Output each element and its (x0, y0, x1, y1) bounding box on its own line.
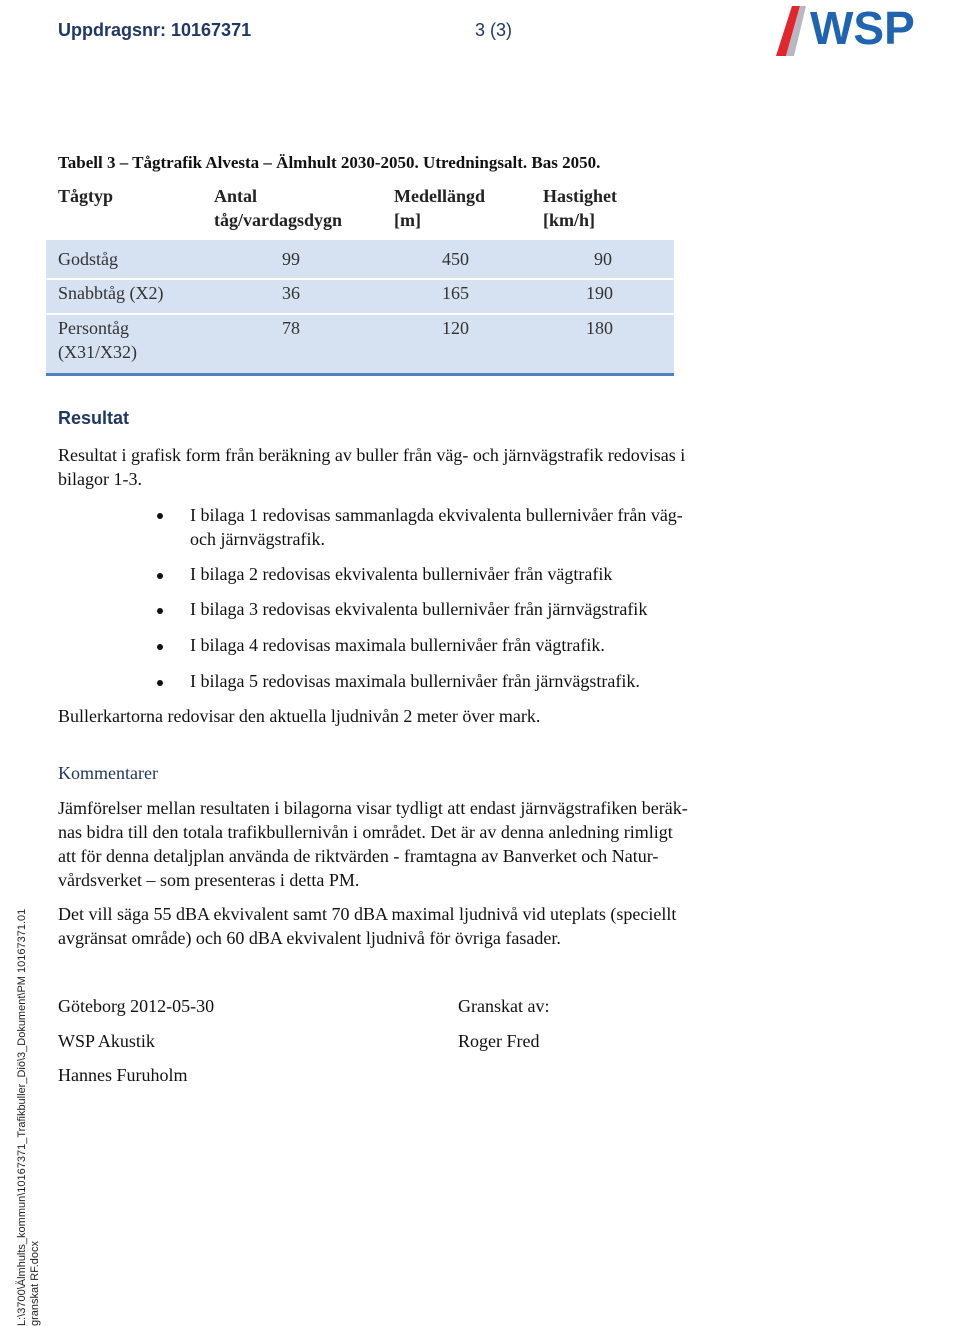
place-date: Göteborg 2012-05-30 (58, 996, 215, 1016)
cell-length: 165 (442, 283, 469, 303)
cell-type: Godståg (58, 249, 118, 269)
results-heading: Resultat (58, 408, 130, 428)
reviewer: Roger Fred (458, 1031, 540, 1051)
cell-speed: 190 (586, 283, 613, 303)
cell-count: 99 (282, 249, 300, 269)
bullet-item: I bilaga 1 redovisas sammanlagda ekvivalenta bullernivåer från väg- och järnvägstrafik. (190, 505, 683, 549)
logo-text: WSP (810, 2, 915, 54)
bullet-dot (157, 680, 163, 686)
cell-speed: 180 (586, 318, 613, 338)
bullet-item: I bilaga 2 redovisas ekvivalenta bullernivåer från vägtrafik (190, 564, 613, 584)
cell-count: 36 (282, 283, 300, 303)
author: Hannes Furuholm (58, 1065, 188, 1085)
file-path-sidebar: L:\3700\Älmhults_kommun\10167371_Trafikbuller_Diö\3_Dokument\PM 10167371.01 granskat RF.docx (16, 908, 41, 1326)
comments-paragraph-2: Det vill säga 55 dBA ekvivalent samt 70 dBA maximal ljudnivå vid uteplats (speciellt avgränsat område) och 60 dBA ekvivalent ljudnivå för övriga fasader. (58, 904, 677, 948)
cell-count: 78 (282, 318, 300, 338)
comments-heading: Kommentarer (58, 763, 158, 783)
page-number: 3 (3) (475, 20, 513, 40)
col-header-count: Antal tåg/vardagsdygn (214, 186, 343, 230)
bullet-item: I bilaga 3 redovisas ekvivalenta bullernivåer från järnvägstrafik (190, 599, 648, 619)
wsp-logo (772, 0, 960, 60)
bullet-dot (157, 513, 163, 519)
reviewed-label: Granskat av: (458, 996, 550, 1016)
row-divider (46, 278, 674, 280)
bullet-dot (157, 608, 163, 614)
cell-type: Persontåg (X31/X32) (58, 318, 137, 362)
comments-paragraph-1: Jämförelser mellan resultaten i bilagorna visar tydligt att endast järnvägstrafiken beräk- nas bidra till den totala trafikbullernivån i området. Det är av denna anledning rimligt att för denna detaljplan använda de riktvärden - framtagna av Banverket och Natur- vårdsverket – som presenteras i detta PM. (58, 798, 688, 890)
col-header-speed: Hastighet [km/h] (543, 186, 617, 230)
bullet-dot (157, 573, 163, 579)
bullet-dot (157, 644, 163, 650)
bullet-item: I bilaga 4 redovisas maximala bullernivåer från vägtrafik. (190, 635, 605, 655)
assignment-number: Uppdragsnr: 10167371 (58, 20, 252, 40)
table-caption: Tabell 3 – Tågtrafik Alvesta – Älmhult 2030-2050. Utredningsalt. Bas 2050. (58, 153, 601, 172)
table-header (46, 184, 674, 240)
cell-length: 450 (442, 249, 469, 269)
cell-type: Snabbtåg (X2) (58, 283, 164, 303)
results-intro: Resultat i grafisk form från beräkning av buller från väg- och järnvägstrafik redovisas i bilagor 1-3. (58, 445, 686, 489)
table-body (46, 240, 674, 375)
table-bottom-border (46, 373, 674, 376)
cell-length: 120 (442, 318, 469, 338)
cell-speed: 90 (594, 249, 612, 269)
company: WSP Akustik (58, 1031, 155, 1051)
row-divider (46, 313, 674, 315)
results-outro: Bullerkartorna redovisar den aktuella ljudnivån 2 meter över mark. (58, 706, 541, 726)
bullet-item: I bilaga 5 redovisas maximala bullernivåer från järnvägstrafik. (190, 671, 640, 691)
col-header-type: Tågtyp (58, 186, 114, 206)
col-header-length: Medellängd [m] (394, 186, 486, 230)
